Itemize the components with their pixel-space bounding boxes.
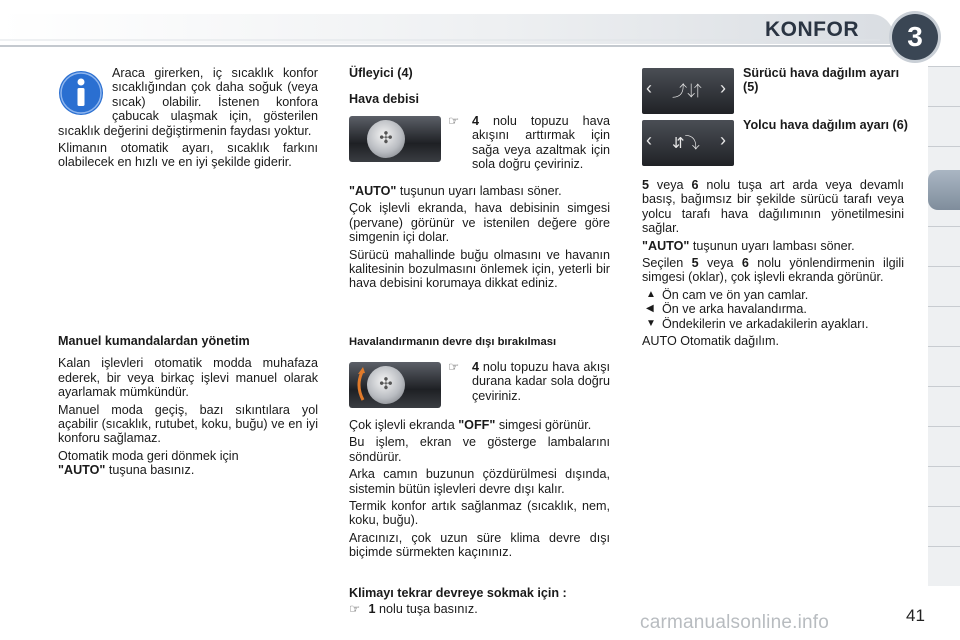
list-item: ▼ Öndekilerin ve arkadakilerin ayakları. [646, 316, 869, 331]
chapter-title: KONFOR [765, 18, 859, 41]
list-item: ▲ Ön cam ve ön yan camlar. [646, 287, 809, 302]
auto-label: "AUTO" [58, 463, 106, 478]
fan-icon: ✣ [379, 376, 393, 393]
info-text-1: Araca girerken, iç sıcaklık konfor sıcaklığından çok daha soğuk (veya sıcak) olabilir. İstenen konfora çabucak ulaşmak için, gösterilen sıcaklık değerini değiştirmenin faydası yoktur. [58, 66, 318, 138]
blower-heading: Üfleyici (4) [349, 66, 413, 80]
driver-air-paragraph: Sürücü mahallinde buğu olmasını ve havanın kalitesinin bozulmasını önlemek için, yeterli bir hava debisini korumaya dikkat ediniz. [349, 247, 610, 291]
active-section-tab[interactable] [928, 170, 960, 210]
pointer-icon: ☞ [448, 114, 460, 128]
passenger-distribution-heading: Yolcu hava dağılım ayarı (6) [743, 118, 908, 132]
step-3: ☞ 1 nolu tuşa basınız. [349, 602, 478, 616]
rotate-left-arrow-icon [355, 366, 365, 404]
reenable-heading: Klimayı tekrar devreye sokmak için : [349, 586, 567, 600]
air-flow-heading: Hava debisi [349, 92, 419, 106]
blower-knob-left-image [349, 362, 441, 408]
step-1: ☞ 4 nolu topuzu hava akışını arttırmak için sağa veya azaltmak için sola doğru çeviriniz. [448, 114, 610, 172]
manual-paragraph-1: Kalan işlevleri otomatik modda muhafaza ederek, bir veya birkaç işlevi manuel olarak ayarlamak mümkündür. [58, 356, 318, 400]
blower-knob-image [349, 116, 441, 162]
chapter-number-badge: 3 [892, 14, 938, 60]
pointer-icon: ☞ [448, 360, 460, 374]
arrow-down-icon: ▼ [646, 317, 656, 329]
arrow-left-icon: ◀ [646, 303, 654, 315]
step-2: ☞ 4 nolu topuzu hava akışı durana kadar sola doğru çeviriniz. [448, 360, 611, 403]
manual-paragraph-3: Otomatik moda geri dönmek için "AUTO" tuşuna basınız. [58, 448, 239, 478]
driver-distribution-heading: Sürücü hava dağılım ayarı (5) [743, 66, 900, 94]
passenger-distribution-panel-image: ‹ ⇵⤵ › [642, 120, 734, 166]
section-tabs [928, 66, 960, 586]
seat-airflow-icon: ⇵⤵ [672, 135, 700, 152]
watermark: carmanualsonline.info [640, 612, 830, 633]
pointer-icon: ☞ [349, 602, 361, 616]
manual-section [58, 334, 318, 481]
info-text-2: Klimanın otomatik ayarı, sıcaklık farkını olabilecek en hızlı ve en iyi şekilde giderir. [58, 141, 318, 170]
manual-paragraph-2: Manuel moda geçiş, bazı sıkıntılara yol açabilir (sıcaklık, rutubet, koku, buğu) ve en iyi konforu sağlamaz. [58, 402, 318, 446]
page-header [0, 0, 960, 60]
fan-icon: ✣ [379, 130, 393, 147]
distribution-body: 5 veya 6 nolu tuşa art arda veya devamlı basış, bağımsız bir şekilde sürücü tarafı veya yolcu tarafı hava dağılımının yönetilmesini sağlar. "AUTO" tuşunun uyarı lambası söner. Seçilen 5 veya 6 nolu yönlendirmenin ilgili simgesi (oklar), çok işlevli ekranda görünür. ▲ Ön cam ve ön yan camlar. ◀ Ön ve arka havalandırma. ▼ Öndekilerin ve arkadakilerin ayakları. AUTO Otomatik dağılım. [642, 178, 905, 349]
vent-off-body: Çok işlevli ekranda "OFF" simgesi görünür. Bu işlem, ekran ve gösterge lambalarını söndürür. Arka camın buzunun çözdürülmesi dışında, sistemin bütün işlevleri devre dışı kalır. Termik konfor artık sağlanmaz (sıcaklık, nem, koku, buğu). Aracınızı, çok uzun süre klima devre dışı biçimde sürmekten kaçınınız. [349, 418, 610, 560]
blower-body: "AUTO" tuşunun uyarı lambası söner. Çok işlevli ekranda, hava debisinin simgesi (pervane) görünür ve istenilen değere göre simgenin içi dolar. Sürücü mahallinde buğu olmasını ve havanın kalitesinin bozulmasını önlemek için, yeterli bir hava debisini korumaya dikkat ediniz. [349, 184, 610, 291]
arrow-up-icon: ▲ [646, 288, 656, 300]
auto-label: "AUTO" [349, 184, 397, 198]
info-block [58, 66, 318, 173]
fan-icon-paragraph: Çok işlevli ekranda, hava debisinin simgesi (pervane) görünür ve istenilen değere göre simgenin içi dolar. [349, 201, 610, 245]
auto-label: "AUTO" [642, 238, 690, 253]
auto-distribution: AUTO Otomatik dağılım. [642, 334, 779, 349]
off-label: "OFF" [458, 418, 496, 432]
driver-distribution-panel-image: ‹ ⤴⇵ › [642, 68, 734, 114]
page-number: 41 [906, 606, 925, 625]
seat-airflow-icon: ⤴⇵ [672, 83, 703, 100]
list-item: ◀ Ön ve arka havalandırma. [646, 302, 807, 317]
manual-heading: Manuel kumandalardan yönetim [58, 334, 250, 348]
vent-off-heading: Havalandırmanın devre dışı bırakılması [349, 336, 557, 348]
